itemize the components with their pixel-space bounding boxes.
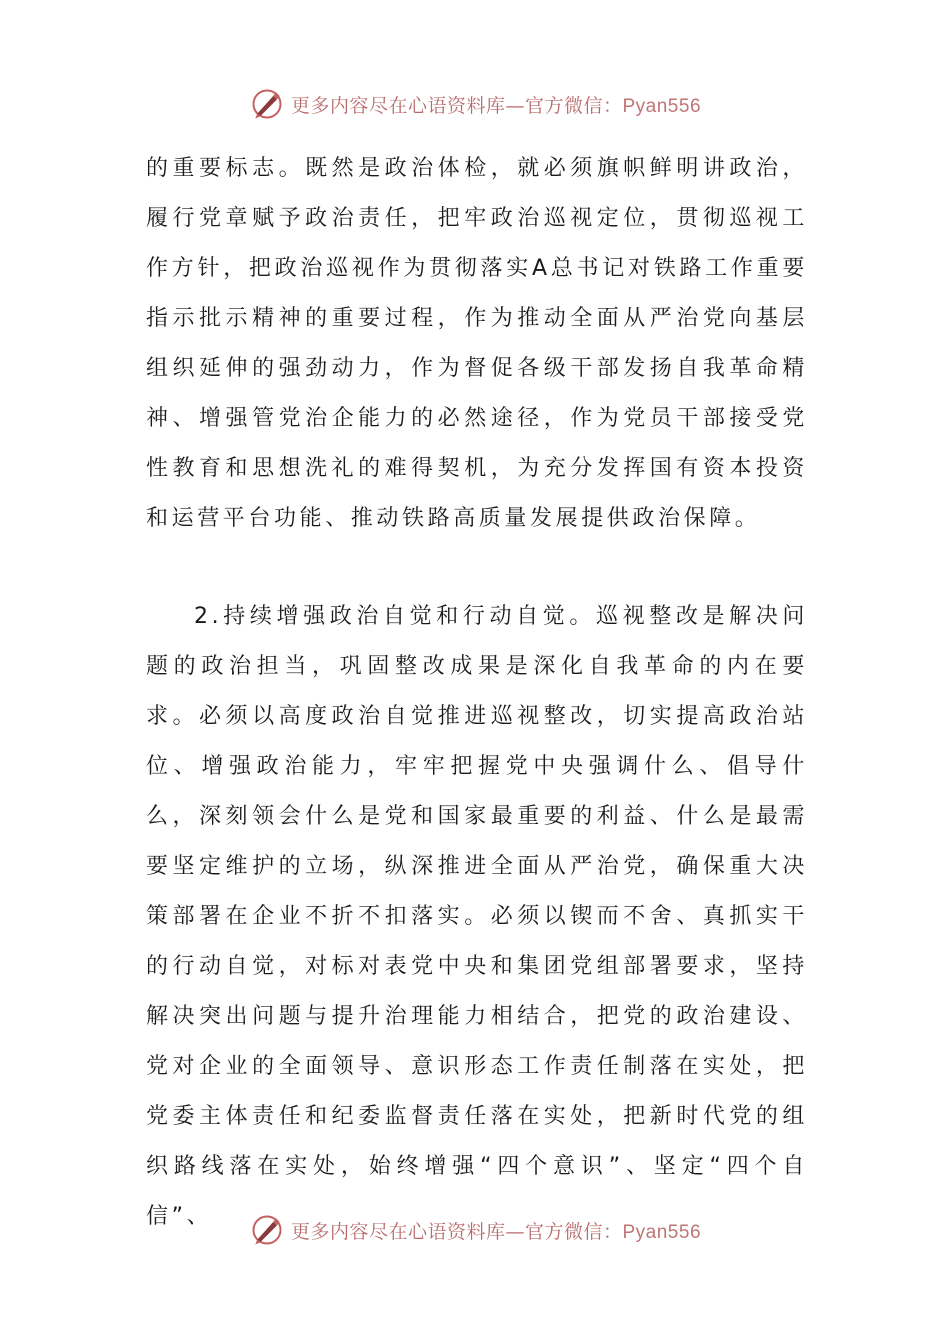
document-body: [146, 144, 808, 1242]
paragraph-1: 的重要标志。既然是政治体检，就必须旗帜鲜明讲政治，履行党章赋予政治责任，把牢政治巡视定位，贯彻巡视工作方针，把政治巡视作为贯彻落实A总书记对铁路工作重要指示批示精神的重要过程，作为推动全面从严治党向基层组织延伸的强劲动力，作为督促各级干部发扬自我革命精神、增强管党治企能力的必然途径，作为党员干部接受党性教育和思想洗礼的难得契机，为充分发挥国有资本投资和运营平台功能、推动铁路高质量发展提供政治保障。: [146, 156, 808, 531]
watermark-wechat-id: Pyan556: [622, 95, 702, 117]
watermark-text: 更多内容尽在心语资料库—官方微信：Pyan556: [290, 1220, 702, 1243]
watermark-footer: [0, 1210, 950, 1250]
pen-logo-icon: [249, 1212, 285, 1248]
pen-logo-icon: [249, 86, 285, 122]
watermark-text: 更多内容尽在心语资料库—官方微信：Pyan556: [290, 94, 702, 117]
watermark-wechat-id: Pyan556: [622, 1221, 702, 1243]
watermark-header: [0, 84, 950, 124]
paragraph-2: 2.持续增强政治自觉和行动自觉。巡视整改是解决问题的政治担当，巩固整改成果是深化自我革命的内在要求。必须以高度政治自觉推进巡视整改，切实提高政治站位、增强政治能力，牢牢把握党中央强调什么、倡导什么，深刻领会什么是党和国家最重要的利益、什么是最需要坚定维护的立场，纵深推进全面从严治党，确保重大决策部署在企业不折不扣落实。必须以锲而不舍、真抓实干的行动自觉，对标对表党中央和集团党组部署要求，坚持解决突出问题与提升治理能力相结合，把党的政治建设、党对企业的全面领导、意识形态工作责任制落在实处，把党委主体责任和纪委监督责任落在实处，把新时代党的组织路线落在实处，始终增强“四个意识”、坚定“四个自信”、: [146, 604, 808, 1229]
